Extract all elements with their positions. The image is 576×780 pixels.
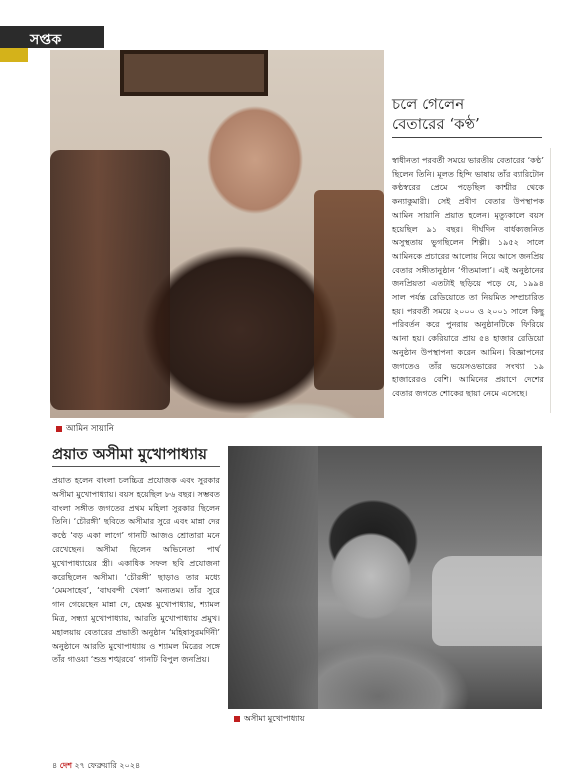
caption-text: আমিন সায়ানি <box>66 424 114 434</box>
article-headline: প্রয়াত অসীমা মুখোপাধ্যায় <box>52 445 207 463</box>
page-footer <box>52 760 140 773</box>
wall-frame <box>120 50 268 96</box>
headline-rule <box>52 466 220 467</box>
article-headline <box>392 94 542 134</box>
section-label: সপ্তক <box>30 32 62 48</box>
armrest-shape <box>314 190 384 390</box>
headline-rule <box>392 137 542 138</box>
page-number: ৪ <box>52 761 58 770</box>
caption-marker-icon <box>56 426 62 432</box>
amin-sayani-photo <box>50 50 384 418</box>
background-car <box>432 556 542 646</box>
caption-marker-icon <box>234 716 240 722</box>
issue-date: ২৭ ফেব্রুয়ারি ২০২৪ <box>74 761 141 770</box>
magazine-name: দেশ <box>59 761 72 770</box>
section-accent-bar <box>0 48 28 62</box>
caption-text: অসীমা মুখোপাধ্যায় <box>244 714 305 723</box>
headline-line-2: বেতারের ‘কণ্ঠ’ <box>392 115 480 133</box>
asima-mukhopadhyay-photo <box>228 446 542 709</box>
photo-caption <box>56 422 114 436</box>
article-body: স্বাধীনতা পরবর্তী সময়ে ভারতীয় বেতারের ‘কণ্ঠ’ ছিলেন তিনি। মূলত হিন্দি ভাষায় তাঁর ব্যারিটোন কণ্ঠস্বরের প্রেমে পড়েছিল কাশ্মীর থেকে কন্যাকুমারী। সেই প্রবীণ বেতার উপস্থাপক আমিন সায়ানি প্রয়াত হলেন। মৃত্যুকালে বয়স হয়েছিল ৯১ বছর। দীর্ঘদিন বার্ধক্যজনিত অসুস্থতায় ভুগছিলেন শিল্পী। ১৯৫২ সালে আমিনকে প্রচারের আলোয় নিয়ে আসে জনপ্রিয় বেতার সঙ্গীতানুষ্ঠান ‘গীতমালা’। এই অনুষ্ঠানের জনপ্রিয়তা এতটাই ছড়িয়ে পড়ে যে, ১৯৯৪ সাল পর্যন্ত রেডিয়োতে তা নিয়মিত সম্প্রচারিত হয়। পরবর্তী সময়ে ২০০০ ও ২০০১ সালে কিছু পরিবর্তন করে পুনরায় অনুষ্ঠানটিকে ফিরিয়ে আনা হয়। কেরিয়ারে প্রায় ৫৪ হাজার রেডিয়ো অনুষ্ঠান উপস্থাপনা করেন আমিন। বিজ্ঞাপনের জগতেও তাঁর ভয়েসওভারের সংখ্যা ১৯ হাজারেরও বেশি। আমিনের প্রয়াণে দেশের বেতার জগতে শোকের ছায়া নেমে এসেছে। <box>392 155 545 398</box>
column-divider <box>550 148 551 413</box>
background-building <box>228 446 318 709</box>
chair-shape <box>50 150 170 410</box>
headline-line-1: চলে গেলেন <box>392 95 465 113</box>
article-body: প্রয়াত হলেন বাংলা চলচ্চিত্র প্রযোজক এবং সুরকার অসীমা মুখোপাধ্যায়। বয়স হয়েছিল ৮৬ বছর। সম্ভবত বাংলা সঙ্গীত জগতের প্রথম মহিলা সুরকার ছিলেন তিনি। ‘চৌরঙ্গী’ ছবিতে অসীমার সুরে এবং মান্না দের কণ্ঠে ‘বড় একা লাগে’ গানটি আজও শ্রোতারা মনে রেখেছেন। অসীমা ছিলেন অভিনেতা পার্থ মুখোপাধ্যায়ের স্ত্রী। একাধিক সফল ছবি প্রযোজনা করেছিলেন অসীমা। ‘চৌরঙ্গী’ ছাড়াও তার মধ্যে ‘মেমসাহেব’, ‘বাঘবন্দী খেলা’ অন্যতম। তাঁর সুরে গান গেয়েছেন মান্না দে, হেমন্ত মুখোপাধ্যায়, শ্যামল মিত্র, সন্ধ্যা মুখোপাধ্যায়, আরতি মুখোপাধ্যায় প্রমুখ। মহালয়ায় বেতারের প্রভাতী অনুষ্ঠান ‘মহিষাসুরমর্দিনী’ অনুষ্ঠানে আরতি মুখোপাধ্যায় ও শ্যামল মিত্রের সঙ্গে তাঁর গাওয়া ‘শুভ্র শঙ্খরবে’ গানটি বিপুল জনপ্রিয়। <box>52 475 220 665</box>
photo-caption <box>234 713 305 726</box>
